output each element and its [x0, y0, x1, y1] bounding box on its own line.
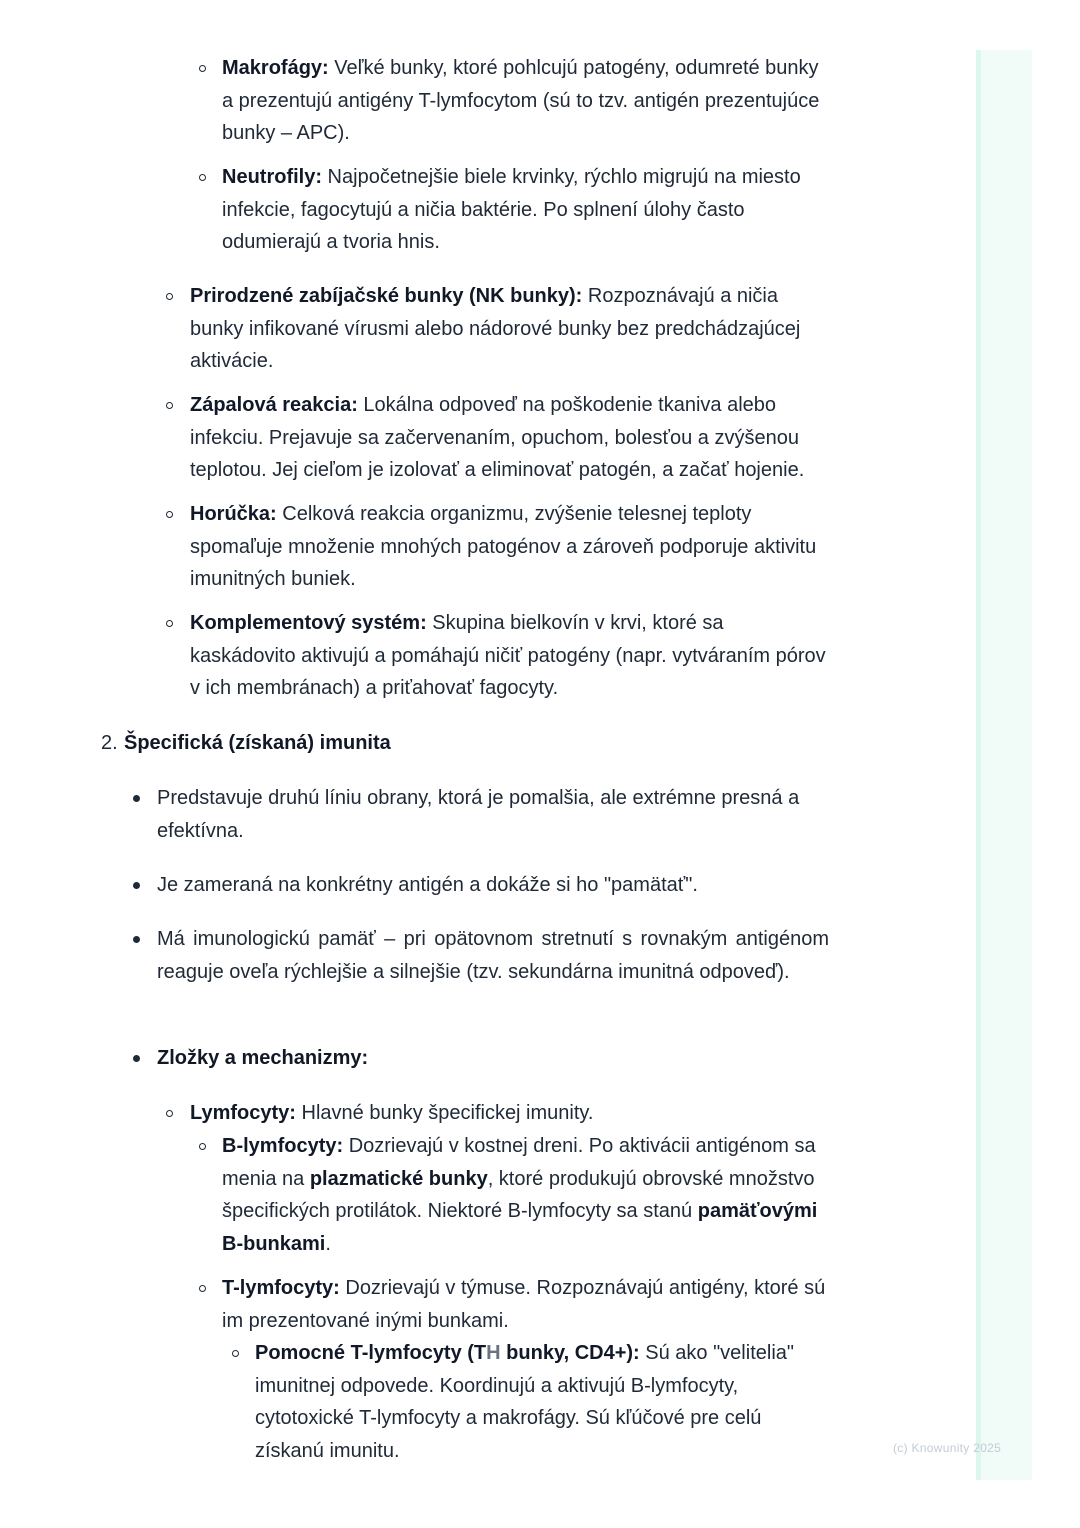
term-text: Skupina bielkovín v krvi, ktoré sa kaskádovito aktivujú a pomáhajú ničiť patogény (napr. vytváraním pórov v ich membránach) a priťahovať fagocyty.: [190, 612, 826, 699]
list-item-nk-bunky: [190, 280, 830, 378]
term-emphasis: plazmatické bunky: [309, 1167, 488, 1190]
term-label: [255, 1342, 640, 1364]
list-item-b-lymfocyty: [222, 1130, 832, 1260]
list-item-zapalova-reakcia: [190, 389, 830, 487]
term-label: B-lymfocyty:: [222, 1135, 344, 1157]
term-text: Celková reakcia organizmu, zvýšenie telesnej teploty spomaľuje množenie mnohých patogénov a zároveň podporuje aktivitu imunitných buniek.: [190, 503, 817, 590]
term-label: Makrofágy:: [222, 57, 329, 79]
list-marker-circle: [166, 511, 173, 518]
list-marker-circle: [166, 402, 173, 409]
list-marker-circle: [232, 1350, 239, 1357]
term-label: Horúčka:: [190, 503, 277, 525]
list-marker-circle: [199, 174, 206, 181]
term-text: Rozpoznávajú a ničia bunky infikované vírusmi alebo nádorové bunky bez predchádzajúcej aktivácie.: [190, 285, 801, 372]
list-marker-dot: [133, 795, 140, 802]
section-heading-text: Špecifická (získaná) imunita: [124, 732, 391, 754]
list-marker-circle: [166, 1110, 173, 1117]
term-text: Hlavné bunky špecifickej imunity.: [295, 1102, 594, 1124]
term-text: Lokálna odpoveď na poškodenie tkaniva alebo infekciu. Prejavuje sa začervenaním, opuchom, bolesťou a zvýšenou teplotou. Jej cieľom je izolovať a eliminovať patogén, a začať hojenie.: [190, 394, 805, 481]
list-item-bullet: Je zameraná na konkrétny antigén a dokáže si ho "pamätať".: [157, 874, 698, 896]
list-marker-circle: [166, 293, 173, 300]
list-marker-circle: [199, 1143, 206, 1150]
list-item-bullet: Má imunologickú pamäť – pri opätovnom stretnutí s rovnakým antigénom reaguje oveľa rýchlejšie a silnejšie (tzv. sekundárna imunitná odpoveď).: [157, 928, 829, 983]
term-label-part: bunky, CD4+):: [500, 1342, 640, 1364]
term-label: Lymfocyty:: [190, 1102, 296, 1124]
term-label: Prirodzené zabíjačské bunky (NK bunky):: [190, 285, 583, 307]
watermark: (c) Knowunity 2025: [893, 1441, 1002, 1455]
list-item-komplementovy-system: [190, 607, 830, 705]
list-marker-dot: [133, 1055, 140, 1062]
term-text: Dozrievajú v kostnej dreni. Po aktivácii antigénom sa menia na: [222, 1135, 816, 1190]
term-label-part: Pomocné T-lymfocyty (T: [255, 1342, 487, 1364]
term-label: Zápalová reakcia:: [190, 394, 358, 416]
list-marker-circle: [199, 1285, 206, 1292]
term-emphasis: pamäťovými B-bunkami: [222, 1200, 818, 1255]
list-marker-dot: [133, 882, 140, 889]
term-text: .: [325, 1232, 331, 1255]
list-item-bullet: Predstavuje druhú líniu obrany, ktorá je pomalšia, ale extrémne presná a efektívna.: [157, 787, 800, 842]
term-label-subscript: H: [486, 1342, 501, 1364]
term-text: Dozrievajú v týmuse. Rozpoznávajú antigény, ktoré sú im prezentované inými bunkami.: [222, 1277, 826, 1332]
list-item-components: [157, 1042, 829, 1075]
list-item-pomocne-t-lymfocyty: [255, 1337, 830, 1467]
components-label: Zložky a mechanizmy:: [157, 1047, 369, 1069]
list-item-lymfocyty: [190, 1097, 830, 1130]
list-marker-circle: [166, 620, 173, 627]
term-text: Sú ako "velitelia" imunitnej odpovede. Koordinujú a aktivujú B-lymfocyty, cytotoxické T-lymfocyty a makrofágy. Sú kľúčové pre celú získanú imunitu.: [255, 1342, 794, 1462]
list-item-horucka: [190, 498, 830, 596]
term-text: , ktoré produkujú obrovské množstvo špecifických protilátok. Niektoré B-lymfocyty sa stanú: [222, 1167, 815, 1222]
term-label: Komplementový systém:: [190, 612, 427, 634]
term-text: Najpočetnejšie biele krvinky, rýchlo migrujú na miesto infekcie, fagocytujú a ničia baktérie. Po splnení úlohy často odumierajú a tvoria hnis.: [222, 166, 801, 253]
section-heading: [124, 727, 824, 760]
term-text: Veľké bunky, ktoré pohlcujú patogény, odumreté bunky a prezentujú antigény T-lymfocytom (sú to tzv. antigén prezentujúce bunky – APC).: [222, 57, 820, 144]
list-item-neutrofily: [222, 161, 832, 259]
list-marker-circle: [199, 65, 206, 72]
section-number: 2.: [101, 732, 118, 754]
term-label: T-lymfocyty:: [222, 1277, 340, 1299]
term-label: Neutrofily:: [222, 166, 322, 188]
list-item-t-lymfocyty: [222, 1272, 832, 1337]
list-marker-dot: [133, 936, 140, 943]
side-panel: [976, 50, 1032, 1480]
list-item-makrofagy: [222, 52, 832, 150]
